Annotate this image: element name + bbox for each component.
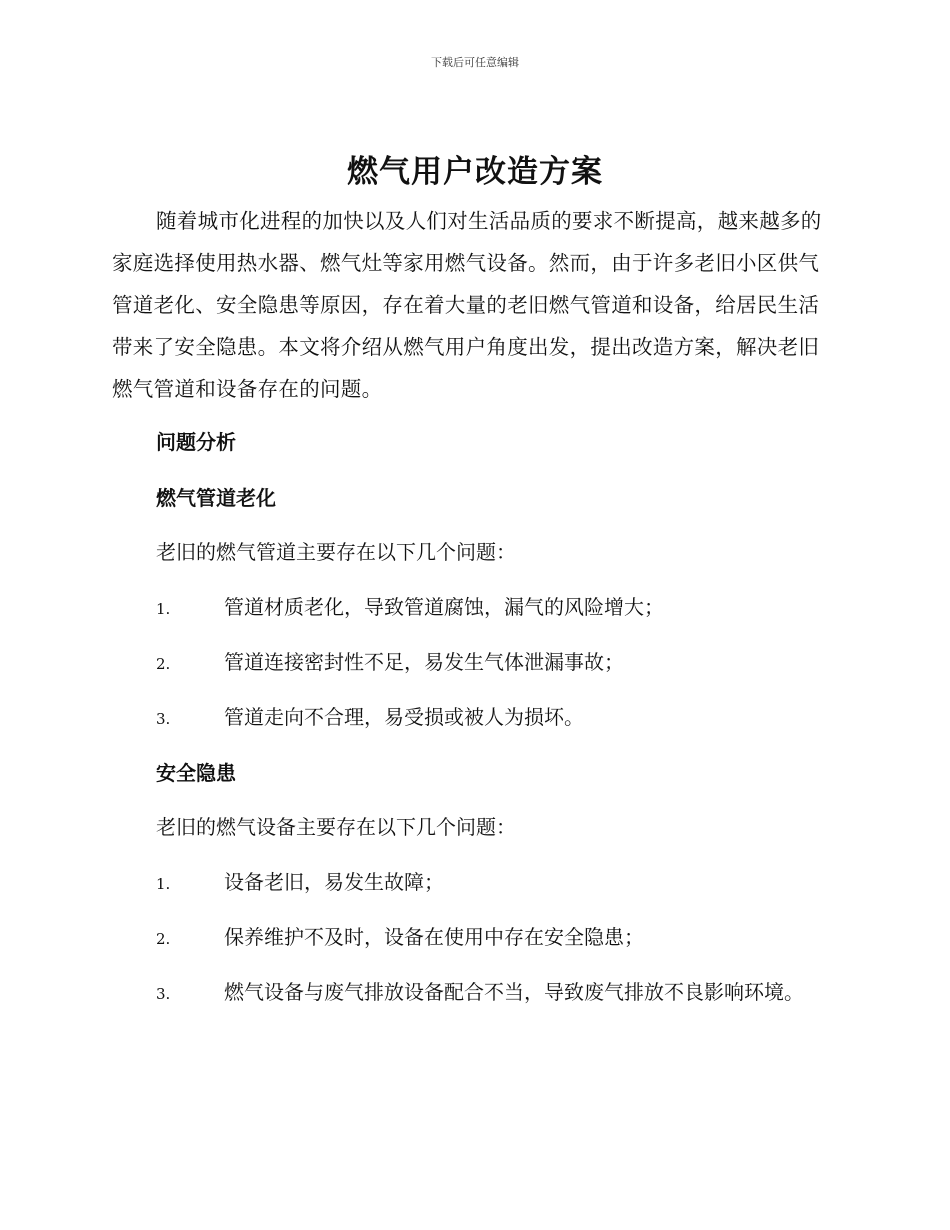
list-item [156, 923, 836, 953]
list-text: 管道连接密封性不足，易发生气体泄漏事故； [224, 650, 624, 674]
page-header-note: 下载后可任意编辑 [431, 56, 519, 69]
list-number: 2. [156, 655, 171, 673]
list-number: 3. [156, 710, 171, 728]
list-number: 3. [156, 985, 171, 1003]
document-title: 燃气用户改造方案 [347, 154, 603, 190]
list-text: 保养维护不及时，设备在使用中存在安全隐患； [224, 925, 644, 949]
list-text: 设备老旧，易发生故障； [224, 870, 444, 894]
intro-paragraph: 随着城市化进程的加快以及人们对生活品质的要求不断提高，越来越多的家庭选择使用热水器、燃气灶等家用燃气设备。然而，由于许多老旧小区供气管道老化、安全隐患等原因，存在着大量的老旧燃气管道和设备，给居民生活带来了安全隐患。本文将介绍从燃气用户角度出发，提出改造方案，解决老旧燃气管道和设备存在的问题。 [112, 209, 822, 401]
safety-lead-text: 老旧的燃气设备主要存在以下几个问题： [156, 815, 516, 839]
list-number: 1. [156, 600, 171, 618]
list-text: 燃气设备与废气排放设备配合不当，导致废气排放不良影响环境。 [224, 980, 804, 1004]
subsection-heading-pipe-aging: 燃气管道老化 [156, 486, 276, 510]
list-item [156, 703, 836, 733]
list-number: 2. [156, 930, 171, 948]
list-text: 管道材质老化，导致管道腐蚀，漏气的风险增大； [224, 595, 664, 619]
subsection-heading-safety-hazards: 安全隐患 [156, 761, 236, 785]
pipe-lead-text: 老旧的燃气管道主要存在以下几个问题： [156, 540, 516, 564]
list-item [156, 593, 836, 623]
list-item [156, 868, 836, 898]
section-heading-problem-analysis: 问题分析 [156, 430, 236, 454]
list-number: 1. [156, 875, 171, 893]
list-text: 管道走向不合理，易受损或被人为损坏。 [224, 705, 584, 729]
list-item [156, 648, 836, 678]
list-item [112, 971, 837, 1015]
